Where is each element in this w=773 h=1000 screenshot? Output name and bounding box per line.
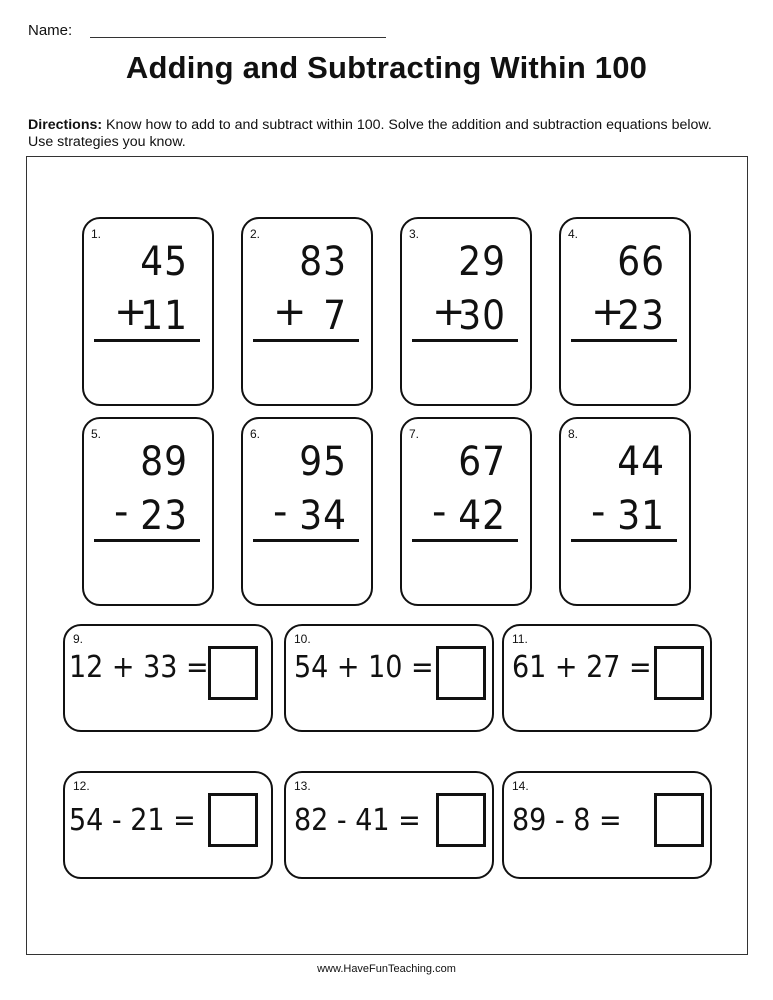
minus-sign: - <box>273 489 288 535</box>
footer-site: www.HaveFunTeaching.com <box>317 963 456 975</box>
equation-card <box>284 771 494 879</box>
plus-sign: + <box>432 289 466 335</box>
bottom-number: 23 <box>617 293 665 339</box>
problem-card <box>241 417 373 606</box>
problem-number: 10. <box>294 632 311 646</box>
problem-number: 5. <box>91 427 102 441</box>
problem-number: 8. <box>568 427 579 441</box>
plus-sign: + <box>273 289 307 335</box>
problem-number: 7. <box>409 427 420 441</box>
name-line[interactable] <box>90 37 386 38</box>
problem-number: 6. <box>250 427 261 441</box>
answer-box[interactable] <box>654 793 704 847</box>
problem-number: 13. <box>294 779 311 793</box>
problem-number: 11. <box>512 632 528 646</box>
answer-line <box>94 539 200 542</box>
bottom-number: 34 <box>299 493 347 539</box>
answer-line <box>571 539 677 542</box>
directions-text: Know how to add to and subtract within 100. Solve the addition and subtraction equations below. Use strategies you know. <box>28 117 712 150</box>
top-number: 83 <box>299 239 347 285</box>
equation-card <box>63 771 273 879</box>
equation: 54 + 10 = <box>294 650 434 685</box>
plus-sign: + <box>591 289 625 335</box>
answer-box[interactable] <box>436 646 486 700</box>
equation-card <box>502 624 712 732</box>
equation-card <box>63 624 273 732</box>
directions <box>28 117 728 151</box>
name-label: Name: <box>28 22 73 39</box>
problem-card <box>82 217 214 406</box>
answer-line <box>412 539 518 542</box>
top-number: 95 <box>299 439 347 485</box>
answer-box[interactable] <box>436 793 486 847</box>
problem-number: 4. <box>568 227 579 241</box>
problem-number: 2. <box>250 227 261 241</box>
problem-card <box>82 417 214 606</box>
directions-label: Directions: <box>28 117 103 133</box>
bottom-number: 42 <box>458 493 506 539</box>
equation: 89 - 8 = <box>512 803 622 838</box>
plus-sign: + <box>114 289 148 335</box>
problem-card <box>559 217 691 406</box>
equation: 12 + 33 = <box>69 650 209 685</box>
problem-number: 9. <box>73 632 84 646</box>
answer-box[interactable] <box>654 646 704 700</box>
answer-line <box>253 539 359 542</box>
page-title: Adding and Subtracting Within 100 <box>125 50 648 85</box>
minus-sign: - <box>114 489 129 535</box>
top-number: 67 <box>458 439 506 485</box>
answer-line <box>571 339 677 342</box>
bottom-number: 11 <box>140 293 188 339</box>
equation-card <box>284 624 494 732</box>
equation: 54 - 21 = <box>69 803 196 838</box>
equation-card <box>502 771 712 879</box>
bottom-number: 30 <box>458 293 506 339</box>
problem-number: 12. <box>73 779 90 793</box>
problem-card <box>559 417 691 606</box>
top-number: 66 <box>617 239 665 285</box>
answer-line <box>253 339 359 342</box>
top-number: 44 <box>617 439 665 485</box>
minus-sign: - <box>591 489 606 535</box>
bottom-number: 23 <box>140 493 188 539</box>
problem-card <box>400 417 532 606</box>
bottom-number: 7 <box>323 293 347 339</box>
answer-box[interactable] <box>208 646 258 700</box>
top-number: 89 <box>140 439 188 485</box>
problem-card <box>400 217 532 406</box>
problem-card <box>241 217 373 406</box>
answer-line <box>94 339 200 342</box>
top-number: 45 <box>140 239 188 285</box>
top-number: 29 <box>458 239 506 285</box>
problem-number: 3. <box>409 227 420 241</box>
equation: 82 - 41 = <box>294 803 421 838</box>
answer-line <box>412 339 518 342</box>
bottom-number: 31 <box>617 493 665 539</box>
problem-number: 14. <box>512 779 529 793</box>
answer-box[interactable] <box>208 793 258 847</box>
problem-number: 1. <box>91 227 102 241</box>
equation: 61 + 27 = <box>512 650 652 685</box>
minus-sign: - <box>432 489 447 535</box>
